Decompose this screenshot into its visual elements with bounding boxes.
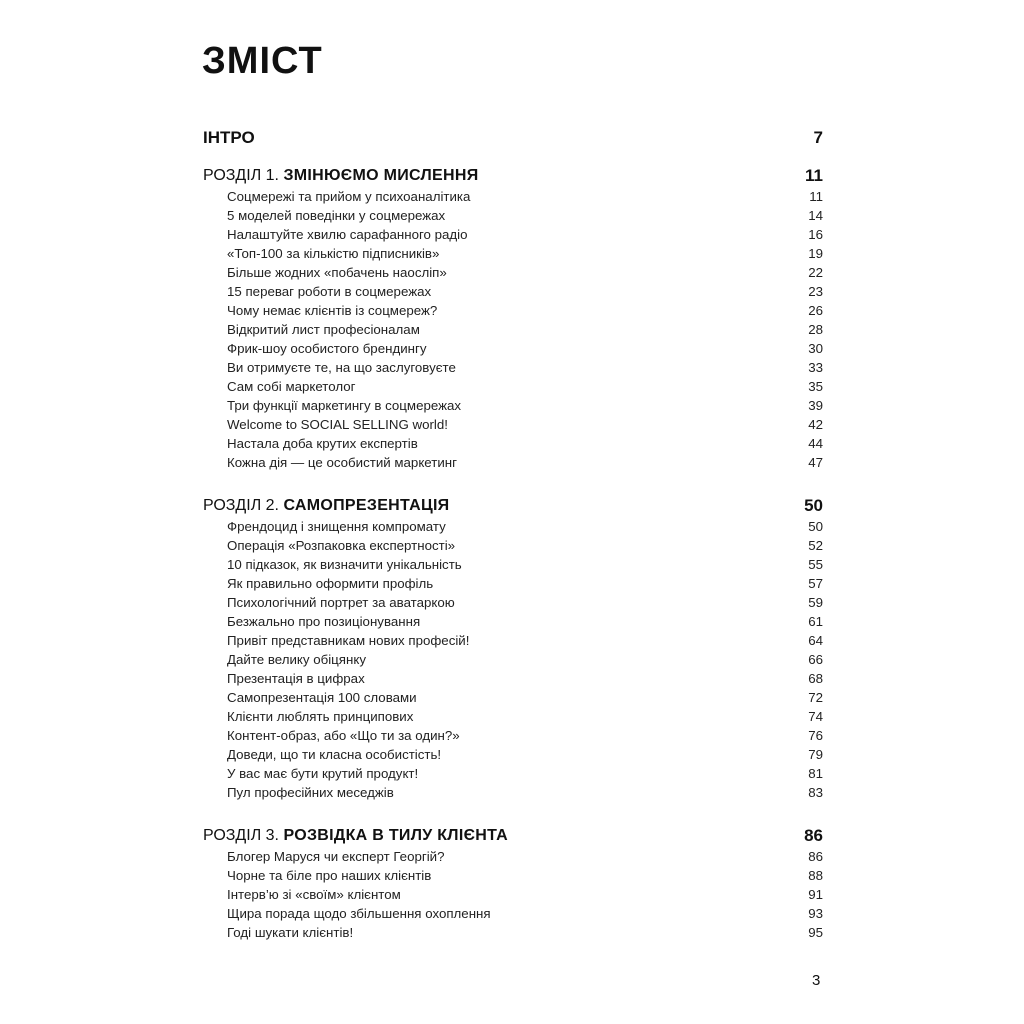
chapter-title bbox=[203, 167, 479, 185]
entry-label: Кожна дія — це особистий маркетинг bbox=[227, 455, 457, 470]
entry-page: 26 bbox=[808, 303, 823, 318]
toc-chapter-1 bbox=[203, 165, 823, 472]
page-number: 3 bbox=[812, 972, 821, 989]
toc-entry[interactable] bbox=[203, 650, 823, 669]
entry-page: 83 bbox=[808, 785, 823, 800]
entry-label: Дайте велику обіцянку bbox=[227, 652, 366, 667]
entry-label: Сам собі маркетолог bbox=[227, 379, 356, 394]
toc-entry[interactable] bbox=[203, 225, 823, 244]
toc-entry[interactable] bbox=[203, 923, 823, 942]
toc-entry[interactable] bbox=[203, 764, 823, 783]
entry-label: Контент-образ, або «Що ти за один?» bbox=[227, 728, 460, 743]
toc-entry[interactable] bbox=[203, 745, 823, 764]
entry-page: 44 bbox=[808, 436, 823, 451]
entry-label: 15 переваг роботи в соцмережах bbox=[227, 284, 432, 299]
entry-page: 91 bbox=[808, 887, 823, 902]
chapter-name: ЗМІНЮЄМО МИСЛЕННЯ bbox=[283, 167, 479, 184]
toc-entry[interactable] bbox=[203, 358, 823, 377]
entry-label: 10 підказок, як визначити унікальність bbox=[227, 557, 462, 572]
chapter-heading[interactable] bbox=[203, 165, 823, 187]
toc-entry[interactable] bbox=[203, 415, 823, 434]
toc-entry[interactable] bbox=[203, 866, 823, 885]
entry-page: 64 bbox=[808, 633, 823, 648]
entry-label: Три функції маркетингу в соцмережах bbox=[227, 398, 462, 413]
toc-entry[interactable] bbox=[203, 574, 823, 593]
entry-page: 23 bbox=[808, 284, 823, 299]
entry-page: 95 bbox=[808, 925, 823, 940]
toc-entry[interactable] bbox=[203, 339, 823, 358]
toc-entry[interactable] bbox=[203, 688, 823, 707]
chapter-page: 86 bbox=[804, 826, 823, 845]
chapter-number: РОЗДІЛ 1. bbox=[203, 167, 279, 184]
entry-page: 42 bbox=[808, 417, 823, 432]
chapter-title bbox=[203, 827, 508, 845]
entry-page: 88 bbox=[808, 868, 823, 883]
toc-entry[interactable] bbox=[203, 904, 823, 923]
chapter-title bbox=[203, 497, 449, 515]
entry-page: 11 bbox=[809, 189, 823, 204]
entry-page: 76 bbox=[808, 728, 823, 743]
chapter-page: 50 bbox=[804, 496, 823, 515]
toc-entry[interactable] bbox=[203, 434, 823, 453]
page-title: ЗМІСТ bbox=[202, 40, 323, 82]
toc-entry[interactable] bbox=[203, 593, 823, 612]
entry-page: 35 bbox=[808, 379, 823, 394]
chapter-heading[interactable] bbox=[203, 495, 823, 517]
chapter-page: 11 bbox=[805, 166, 823, 185]
entry-label: Клієнти люблять принципових bbox=[227, 709, 414, 724]
entry-label: 5 моделей поведінки у соцмережах bbox=[227, 208, 446, 223]
entry-page: 86 bbox=[808, 849, 823, 864]
entry-label: Фрик-шоу особистого брендингу bbox=[227, 341, 427, 356]
entry-label: Блогер Маруся чи експерт Георгій? bbox=[227, 849, 445, 864]
entry-label: Welcome to SOCIAL SELLING world! bbox=[227, 417, 448, 432]
toc-entry[interactable] bbox=[203, 244, 823, 263]
toc-entry[interactable] bbox=[203, 631, 823, 650]
entry-label: Чому немає клієнтів із соцмереж? bbox=[227, 303, 438, 318]
toc-entry[interactable] bbox=[203, 536, 823, 555]
entry-page: 47 bbox=[808, 455, 823, 470]
chapter-number: РОЗДІЛ 3. bbox=[203, 827, 279, 844]
entry-page: 59 bbox=[808, 595, 823, 610]
toc-entry[interactable] bbox=[203, 301, 823, 320]
intro-label: ІНТРО bbox=[203, 128, 255, 147]
entry-label: Настала доба крутих експертів bbox=[227, 436, 418, 451]
entry-page: 16 bbox=[808, 227, 823, 242]
entry-page: 39 bbox=[808, 398, 823, 413]
toc-entry[interactable] bbox=[203, 206, 823, 225]
entry-label: Френдоцид і знищення компромату bbox=[227, 519, 446, 534]
toc-entry[interactable] bbox=[203, 517, 823, 536]
entry-page: 30 bbox=[808, 341, 823, 356]
toc-entry[interactable] bbox=[203, 282, 823, 301]
entry-label: Відкритий лист професіоналам bbox=[227, 322, 420, 337]
entry-label: Налаштуйте хвилю сарафанного радіо bbox=[227, 227, 468, 242]
entry-label: Операція «Розпаковка експертності» bbox=[227, 538, 456, 553]
entry-label: Більше жодних «побачень наосліп» bbox=[227, 265, 447, 280]
entry-label: Пул професійних меседжів bbox=[227, 785, 394, 800]
toc-entry[interactable] bbox=[203, 783, 823, 802]
entry-label: Самопрезентація 100 словами bbox=[227, 690, 417, 705]
entry-page: 52 bbox=[808, 538, 823, 553]
entry-label: Соцмережі та прийом у психоаналітика bbox=[227, 189, 471, 204]
entry-label: Як правильно оформити профіль bbox=[227, 576, 434, 591]
entry-label: Годі шукати клієнтів! bbox=[227, 925, 354, 940]
intro-page: 7 bbox=[813, 128, 823, 147]
entry-label: Щира порада щодо збільшення охоплення bbox=[227, 906, 491, 921]
entry-page: 55 bbox=[808, 557, 823, 572]
toc-entry[interactable] bbox=[203, 885, 823, 904]
entry-label: Ви отримуєте те, на що заслуговуєте bbox=[227, 360, 456, 375]
toc-entry[interactable] bbox=[203, 187, 823, 206]
toc-chapter-3 bbox=[203, 825, 823, 942]
toc-entry[interactable] bbox=[203, 726, 823, 745]
toc-entry[interactable] bbox=[203, 320, 823, 339]
entry-page: 93 bbox=[808, 906, 823, 921]
entry-label: Безжально про позиціонування bbox=[227, 614, 421, 629]
toc-entry[interactable] bbox=[203, 555, 823, 574]
entry-label: Психологічний портрет за аватаркою bbox=[227, 595, 455, 610]
entry-page: 57 bbox=[808, 576, 823, 591]
entry-page: 28 bbox=[808, 322, 823, 337]
entry-page: 22 bbox=[808, 265, 823, 280]
entry-page: 74 bbox=[808, 709, 823, 724]
entry-label: Привіт представникам нових професій! bbox=[227, 633, 470, 648]
toc-entry[interactable] bbox=[203, 612, 823, 631]
entry-page: 14 bbox=[808, 208, 823, 223]
entry-label: Інтерв’ю зі «своїм» клієнтом bbox=[227, 887, 401, 902]
entry-page: 66 bbox=[808, 652, 823, 667]
entry-page: 61 bbox=[808, 614, 823, 629]
toc-entry[interactable] bbox=[203, 263, 823, 282]
entry-page: 81 bbox=[808, 766, 823, 781]
toc-entry[interactable] bbox=[203, 377, 823, 396]
entry-page: 79 bbox=[808, 747, 823, 762]
toc-entry[interactable] bbox=[203, 453, 823, 472]
chapter-number: РОЗДІЛ 2. bbox=[203, 497, 279, 514]
chapter-name: РОЗВІДКА В ТИЛУ КЛІЄНТА bbox=[283, 827, 509, 844]
toc-chapter-2 bbox=[203, 495, 823, 802]
entry-page: 68 bbox=[808, 671, 823, 686]
entry-label: Презентація в цифрах bbox=[227, 671, 365, 686]
entry-page: 72 bbox=[808, 690, 823, 705]
toc-entry[interactable] bbox=[203, 847, 823, 866]
toc-entry[interactable] bbox=[203, 396, 823, 415]
entry-label: У вас має бути крутий продукт! bbox=[227, 766, 419, 781]
entry-label: Чорне та біле про наших клієнтів bbox=[227, 868, 432, 883]
toc-entry-intro[interactable] bbox=[203, 127, 823, 149]
entry-label: Доведи, що ти класна особистість! bbox=[227, 747, 442, 762]
chapter-name: САМОПРЕЗЕНТАЦІЯ bbox=[283, 497, 450, 514]
entry-page: 33 bbox=[808, 360, 823, 375]
entry-page: 19 bbox=[808, 246, 823, 261]
entry-page: 50 bbox=[808, 519, 823, 534]
toc-entry[interactable] bbox=[203, 669, 823, 688]
toc-entry[interactable] bbox=[203, 707, 823, 726]
chapter-heading[interactable] bbox=[203, 825, 823, 847]
entry-label: «Топ-100 за кількістю підписників» bbox=[227, 246, 440, 261]
